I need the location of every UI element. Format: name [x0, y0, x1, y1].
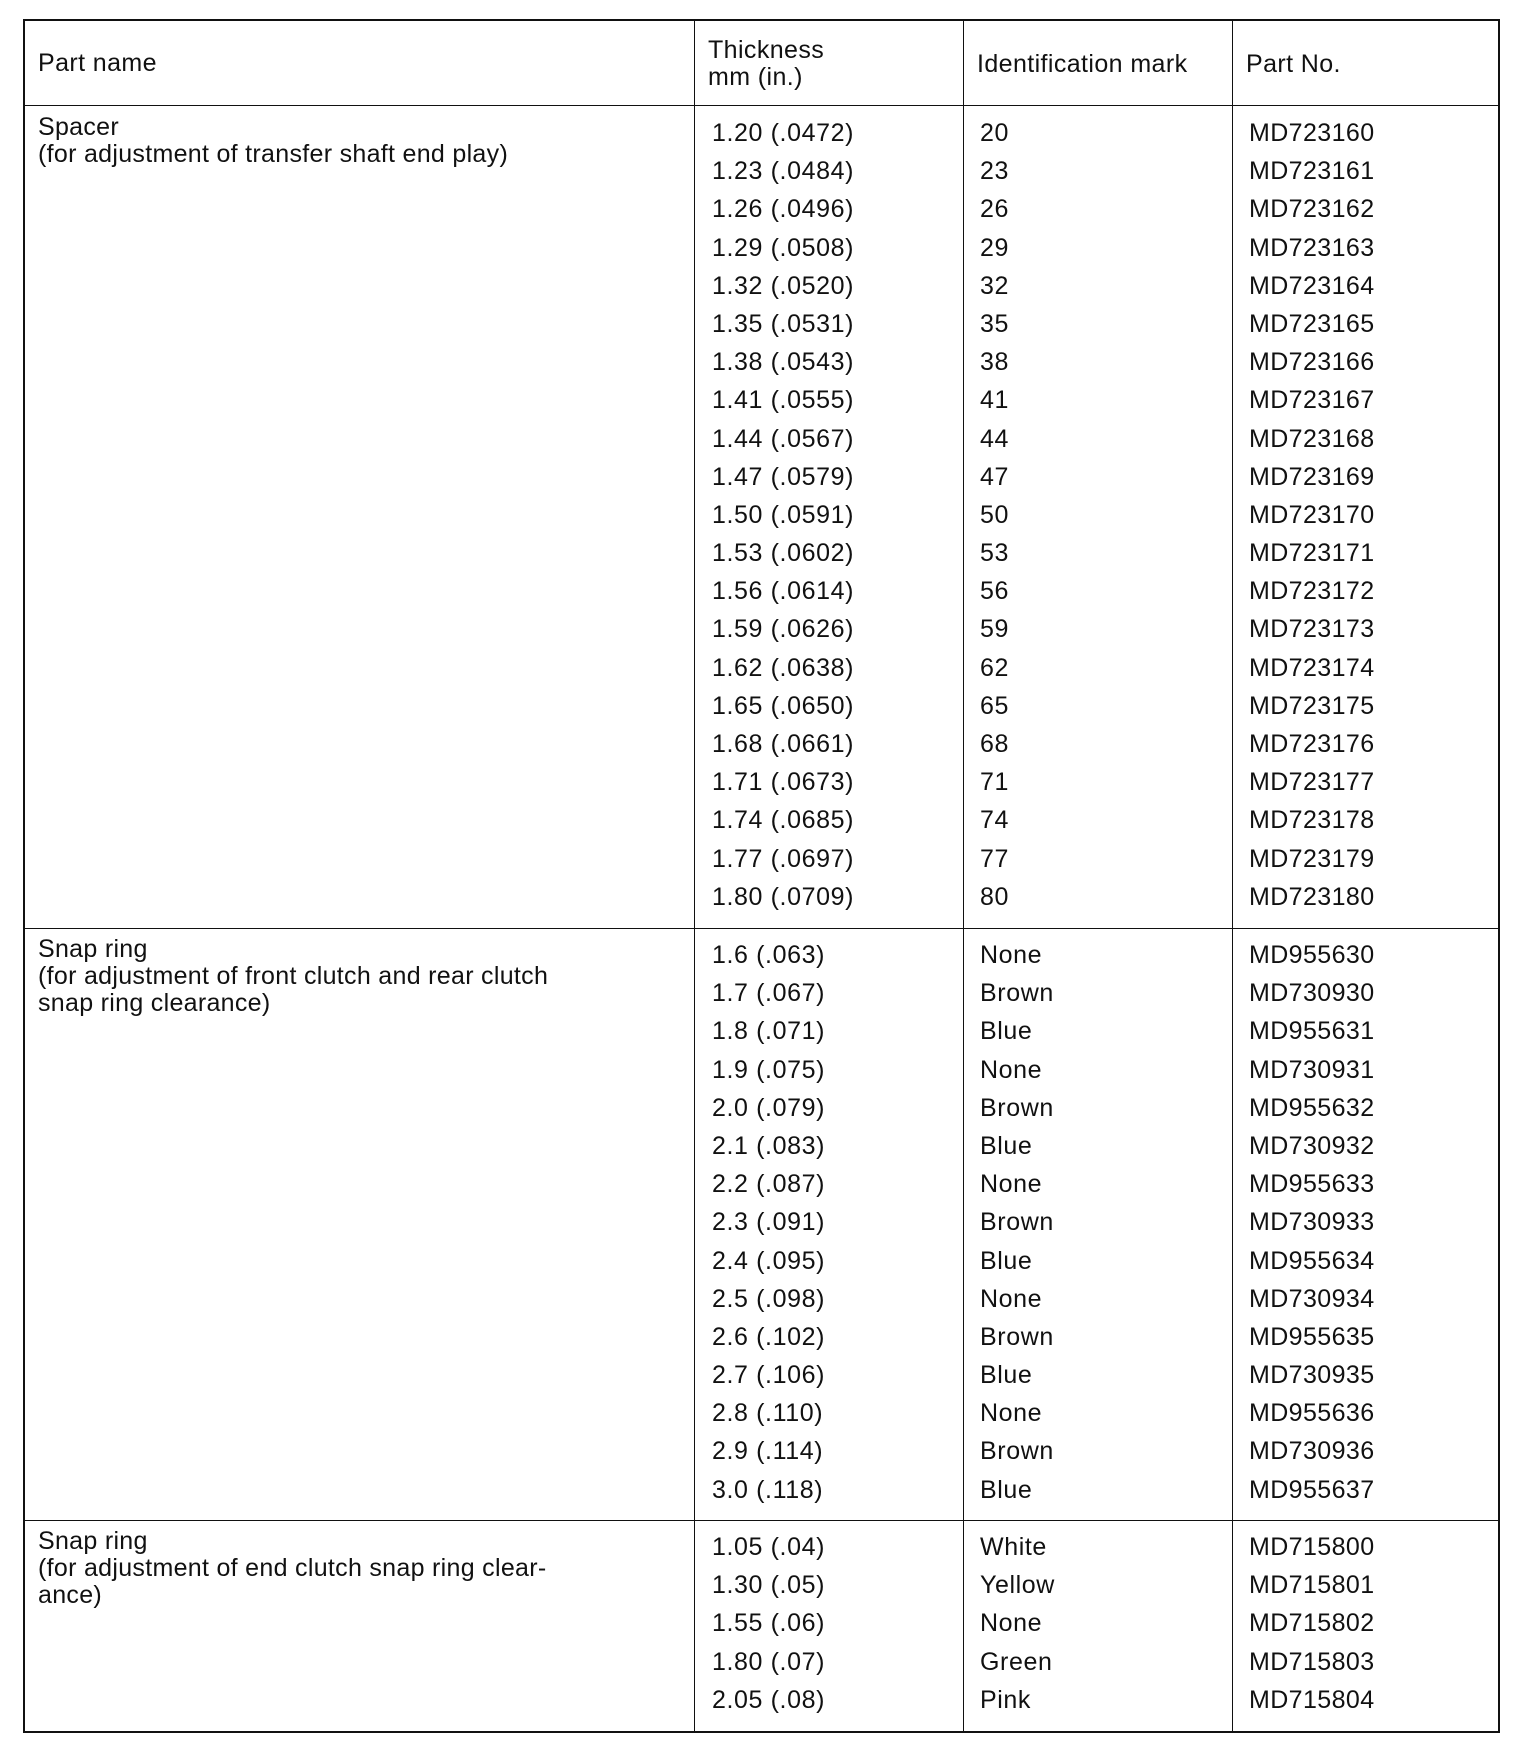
header-part-name: Part name	[38, 49, 157, 77]
part-number-column	[1249, 114, 1375, 916]
part-number-cell: MD723177	[1249, 768, 1375, 797]
identification-mark-cell: 62	[980, 653, 1010, 682]
identification-mark-cell: None	[980, 941, 1043, 969]
thickness-cell: 1.38 (.0543)	[712, 348, 855, 377]
part-number-cell: MD730931	[1249, 1055, 1375, 1084]
identification-mark-cell: None	[980, 1399, 1043, 1428]
identification-mark-cell: 59	[980, 615, 1010, 644]
part-number-cell: MD955633	[1249, 1170, 1375, 1199]
thickness-cell: 2.7 (.106)	[712, 1361, 826, 1390]
part-description: (for adjustment of front clutch and rear clutch	[38, 962, 549, 990]
identification-mark-cell: Green	[980, 1647, 1053, 1676]
part-number-cell: MD723175	[1249, 691, 1375, 720]
thickness-cell: 1.55 (.06)	[712, 1609, 826, 1638]
thickness-column	[712, 936, 825, 1509]
part-description: (for adjustment of transfer shaft end play)	[38, 140, 509, 168]
thickness-cell: 1.47 (.0579)	[712, 462, 855, 491]
thickness-cell: 2.0 (.079)	[712, 1093, 826, 1122]
identification-mark-cell: None	[980, 1284, 1043, 1313]
thickness-cell: 1.32 (.0520)	[712, 271, 855, 300]
identification-mark-cell: None	[980, 1055, 1043, 1084]
identification-mark-cell: 77	[980, 844, 1010, 873]
part-number-column	[1249, 1528, 1375, 1719]
part-number-cell: MD723172	[1249, 577, 1375, 606]
thickness-cell: 2.6 (.102)	[712, 1322, 826, 1351]
thickness-cell: 1.05 (.04)	[712, 1533, 826, 1561]
part-number-cell: MD715800	[1249, 1533, 1375, 1561]
identification-mark-cell: 38	[980, 348, 1010, 377]
header-thickness-line1: Thickness	[708, 36, 825, 64]
part-number-cell: MD955635	[1249, 1322, 1375, 1351]
identification-mark-cell: 74	[980, 806, 1010, 835]
thickness-cell: 3.0 (.118)	[712, 1475, 824, 1504]
thickness-cell: 1.44 (.0567)	[712, 424, 855, 453]
identification-mark-cell: None	[980, 1170, 1043, 1199]
identification-mark-cell: 20	[980, 119, 1010, 147]
part-number-cell: MD723180	[1249, 882, 1375, 911]
thickness-cell: 1.65 (.0650)	[712, 691, 855, 720]
identification-mark-column	[980, 1528, 1055, 1719]
identification-mark-cell: Brown	[980, 1322, 1054, 1351]
identification-mark-cell: 23	[980, 157, 1010, 186]
identification-mark-cell: Pink	[980, 1685, 1032, 1714]
part-number-cell: MD730935	[1249, 1361, 1375, 1390]
part-number-cell: MD723163	[1249, 233, 1375, 262]
thickness-cell: 1.30 (.05)	[712, 1571, 826, 1600]
thickness-cell: 2.3 (.091)	[712, 1208, 826, 1237]
identification-mark-cell: Brown	[980, 1093, 1054, 1122]
identification-mark-cell: 47	[980, 462, 1010, 491]
thickness-cell: 1.26 (.0496)	[712, 195, 855, 224]
identification-mark-cell: 56	[980, 577, 1010, 606]
part-number-cell: MD730934	[1249, 1284, 1375, 1313]
identification-mark-cell: Brown	[980, 1437, 1054, 1466]
part-number-cell: MD723161	[1249, 157, 1375, 186]
thickness-cell: 2.4 (.095)	[712, 1246, 826, 1275]
identification-mark-cell: 29	[980, 233, 1010, 262]
thickness-cell: 1.29 (.0508)	[712, 233, 855, 262]
identification-mark-cell: 65	[980, 691, 1010, 720]
thickness-cell: 2.9 (.114)	[712, 1437, 824, 1466]
identification-mark-cell: 44	[980, 424, 1010, 453]
thickness-cell: 1.80 (.07)	[712, 1647, 826, 1676]
thickness-cell: 1.7 (.067)	[712, 979, 826, 1008]
thickness-cell: 1.68 (.0661)	[712, 730, 855, 758]
part-number-cell: MD715801	[1249, 1571, 1375, 1600]
part-number-cell: MD723160	[1249, 119, 1375, 147]
identification-mark-cell: Brown	[980, 979, 1054, 1008]
identification-mark-cell: 71	[980, 768, 1010, 797]
part-number-cell: MD723165	[1249, 309, 1375, 338]
thickness-cell: 1.56 (.0614)	[712, 577, 855, 606]
thickness-cell: 1.62 (.0638)	[712, 653, 855, 682]
thickness-cell: 1.23 (.0484)	[712, 157, 855, 186]
identification-mark-cell: Blue	[980, 1017, 1033, 1046]
header-thickness-line2: mm (in.)	[708, 63, 803, 91]
header-divider	[25, 105, 1498, 106]
group-divider	[25, 928, 1498, 929]
group-divider	[25, 1520, 1498, 1521]
column-divider	[963, 21, 964, 1731]
thickness-cell: 1.74 (.0685)	[712, 806, 855, 835]
thickness-cell: 1.8 (.071)	[712, 1017, 826, 1046]
part-number-cell: MD955636	[1249, 1399, 1375, 1428]
part-number-cell: MD723179	[1249, 844, 1375, 873]
thickness-cell: 2.8 (.110)	[712, 1399, 824, 1428]
part-number-cell: MD723168	[1249, 424, 1375, 453]
identification-mark-cell: 41	[980, 386, 1010, 415]
part-name: Spacer	[38, 113, 120, 141]
part-number-cell: MD723166	[1249, 348, 1375, 377]
thickness-cell: 1.80 (.0709)	[712, 882, 855, 911]
identification-mark-cell: Blue	[980, 1361, 1033, 1390]
part-number-cell: MD723164	[1249, 271, 1375, 300]
identification-mark-cell: Blue	[980, 1246, 1033, 1275]
identification-mark-cell: 26	[980, 195, 1010, 224]
part-number-cell: MD723174	[1249, 653, 1375, 682]
part-number-cell: MD723162	[1249, 195, 1375, 224]
column-divider	[1232, 21, 1233, 1731]
header-identification-mark: Identification mark	[977, 50, 1188, 78]
part-number-cell: MD730932	[1249, 1131, 1375, 1160]
identification-mark-cell: 32	[980, 271, 1010, 300]
thickness-column	[712, 114, 854, 916]
part-name: Snap ring	[38, 1527, 148, 1555]
thickness-cell: 1.71 (.0673)	[712, 768, 855, 797]
parts-table	[23, 19, 1500, 1733]
part-number-cell: MD723171	[1249, 539, 1375, 568]
thickness-cell: 2.5 (.098)	[712, 1284, 826, 1313]
part-number-cell: MD723169	[1249, 462, 1375, 491]
part-number-cell: MD723173	[1249, 615, 1375, 644]
thickness-cell: 2.1 (.083)	[712, 1131, 826, 1160]
part-number-cell: MD730933	[1249, 1208, 1375, 1237]
identification-mark-cell: White	[980, 1533, 1047, 1561]
part-number-cell: MD730930	[1249, 979, 1375, 1008]
thickness-cell: 1.20 (.0472)	[712, 119, 855, 147]
identification-mark-column	[980, 936, 1054, 1509]
thickness-cell: 1.50 (.0591)	[712, 500, 855, 529]
part-number-cell: MD723170	[1249, 500, 1375, 529]
identification-mark-cell: 50	[980, 500, 1010, 529]
column-divider	[694, 21, 695, 1731]
part-number-cell: MD955630	[1249, 941, 1375, 969]
identification-mark-cell: None	[980, 1609, 1043, 1638]
identification-mark-cell: 35	[980, 309, 1010, 338]
thickness-cell: 2.2 (.087)	[712, 1170, 826, 1199]
header-part-no: Part No.	[1246, 50, 1341, 78]
identification-mark-cell: 53	[980, 539, 1010, 568]
identification-mark-cell: Blue	[980, 1475, 1033, 1504]
part-number-cell: MD715804	[1249, 1685, 1375, 1714]
part-description: (for adjustment of end clutch snap ring clear-	[38, 1554, 547, 1582]
thickness-cell: 1.9 (.075)	[712, 1055, 826, 1084]
thickness-cell: 2.05 (.08)	[712, 1685, 826, 1714]
part-number-cell: MD715803	[1249, 1647, 1375, 1676]
part-number-cell: MD955631	[1249, 1017, 1375, 1046]
thickness-cell: 1.35 (.0531)	[712, 309, 855, 338]
identification-mark-cell: 80	[980, 882, 1010, 911]
identification-mark-cell: Brown	[980, 1208, 1054, 1237]
thickness-cell: 1.77 (.0697)	[712, 844, 855, 873]
part-number-cell: MD723167	[1249, 386, 1375, 415]
part-description: ance)	[38, 1581, 103, 1609]
part-number-cell: MD955632	[1249, 1093, 1375, 1122]
part-number-cell: MD955634	[1249, 1246, 1375, 1275]
part-number-cell: MD723178	[1249, 806, 1375, 835]
thickness-cell: 1.53 (.0602)	[712, 539, 855, 568]
identification-mark-column	[980, 114, 1009, 916]
thickness-cell: 1.59 (.0626)	[712, 615, 855, 644]
part-number-column	[1249, 936, 1375, 1509]
identification-mark-cell: Yellow	[980, 1571, 1055, 1600]
thickness-cell: 1.41 (.0555)	[712, 386, 855, 415]
part-number-cell: MD955637	[1249, 1475, 1375, 1504]
thickness-cell: 1.6 (.063)	[712, 941, 826, 969]
part-number-cell: MD723176	[1249, 730, 1375, 758]
part-description: snap ring clearance)	[38, 989, 271, 1017]
part-number-cell: MD730936	[1249, 1437, 1375, 1466]
thickness-column	[712, 1528, 825, 1719]
part-name: Snap ring	[38, 935, 148, 963]
identification-mark-cell: Blue	[980, 1131, 1033, 1160]
part-number-cell: MD715802	[1249, 1609, 1375, 1638]
identification-mark-cell: 68	[980, 730, 1010, 758]
